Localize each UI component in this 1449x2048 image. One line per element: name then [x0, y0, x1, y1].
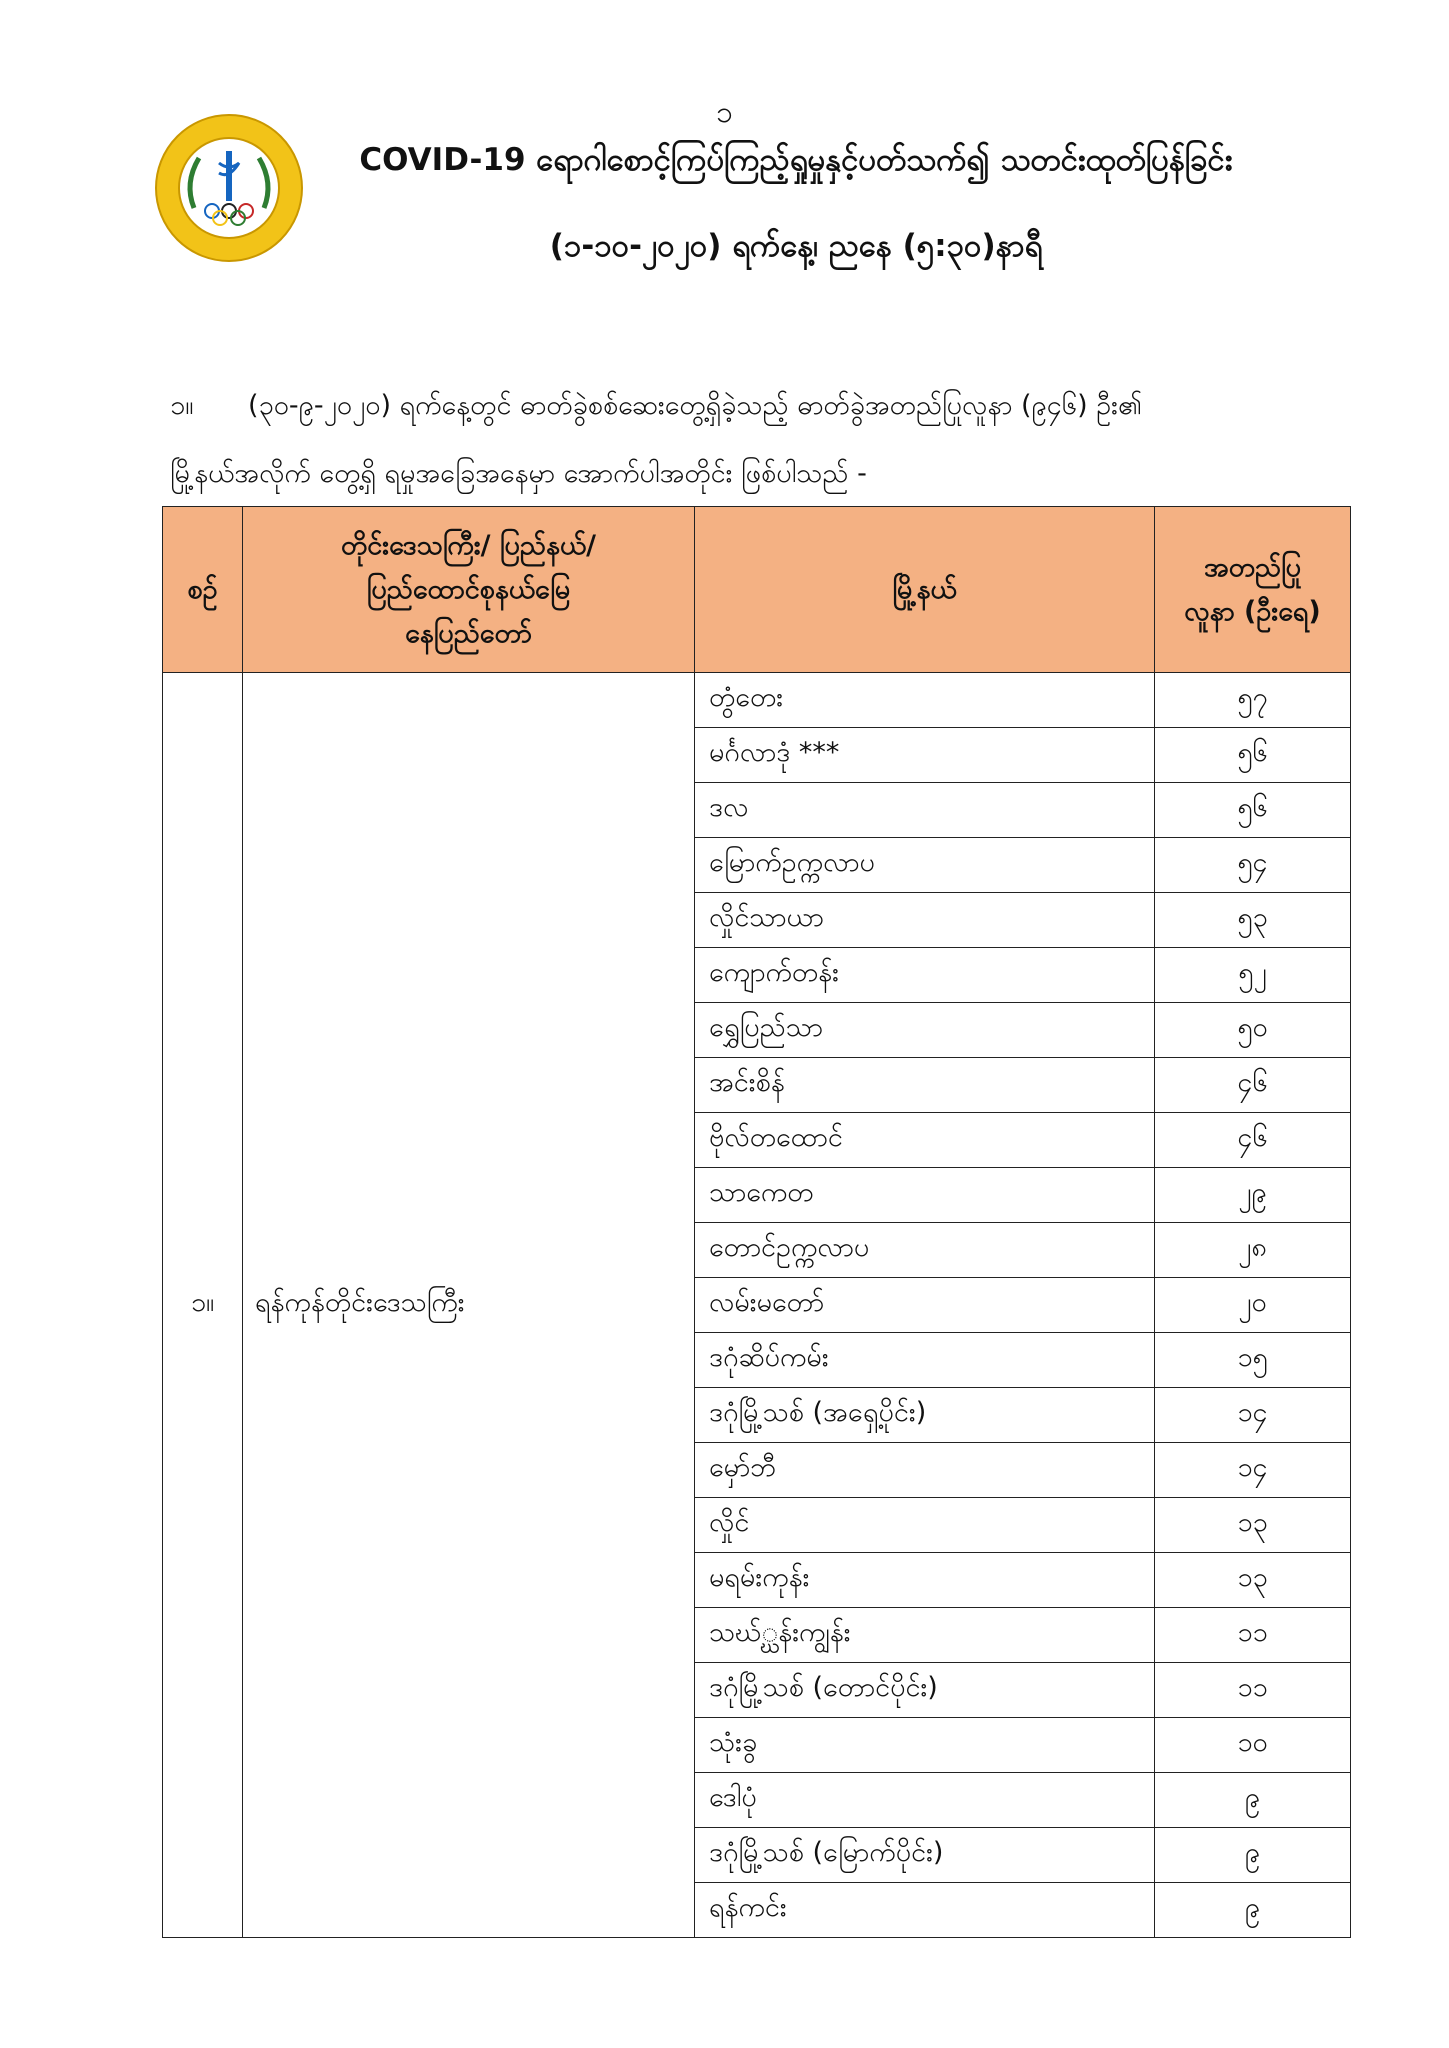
intro-line-2: မြို့နယ်အလိုက် တွေ့ရှိ ရမှုအခြေအနေမှာ အောက်ပါအတိုင်း ဖြစ်ပါသည် -: [170, 458, 867, 489]
count-cell: ၁၄: [1155, 1388, 1351, 1443]
count-cell: ၄၆: [1155, 1113, 1351, 1168]
township-cell: ဗိုလ်တထောင်: [695, 1113, 1155, 1168]
township-cell: လမ်းမတော်: [695, 1278, 1155, 1333]
header-region-line-3: နေပြည်တော်: [405, 617, 532, 649]
row-group-region: ရန်ကုန်တိုင်းဒေသကြီး: [243, 673, 695, 1938]
intro-paragraph: [170, 372, 1375, 508]
count-cell: ၁၁: [1155, 1608, 1351, 1663]
row-group-number: ၁။: [163, 673, 243, 1938]
table-row: [163, 673, 1351, 728]
count-cell: ၄၆: [1155, 1058, 1351, 1113]
township-cell: တွံတေး: [695, 673, 1155, 728]
cases-table: [162, 506, 1351, 1938]
township-cell: ရန်ကင်း: [695, 1883, 1155, 1938]
township-cell: ဒလ: [695, 783, 1155, 838]
count-cell: ၂၈: [1155, 1223, 1351, 1278]
count-cell: ၅၇: [1155, 673, 1351, 728]
ministry-logo: [154, 113, 304, 263]
count-cell: ၁၅: [1155, 1333, 1351, 1388]
count-cell: ၅၆: [1155, 783, 1351, 838]
count-cell: ၁၁: [1155, 1663, 1351, 1718]
intro-number: ၁။: [170, 390, 194, 421]
township-cell: မင်္ဂလာဒုံ ***: [695, 728, 1155, 783]
count-cell: ၁၀: [1155, 1718, 1351, 1773]
header-region-line-2: ပြည်ထောင်စုနယ်မြေ: [366, 573, 571, 605]
count-cell: ၅၃: [1155, 893, 1351, 948]
township-cell: တောင်ဥက္ကလာပ: [695, 1223, 1155, 1278]
count-cell: ၁၃: [1155, 1553, 1351, 1608]
township-cell: မှော်ဘီ: [695, 1443, 1155, 1498]
table-header-row: [163, 507, 1351, 673]
document-title: COVID-19 ရောဂါစောင့်ကြပ်ကြည့်ရှုမှုနှင့်ပတ်သက်၍ သတင်းထုတ်ပြန်ခြင်း: [359, 142, 1233, 178]
page-number: ၁: [716, 95, 733, 130]
township-cell: ဒဂုံဆိပ်ကမ်း: [695, 1333, 1155, 1388]
count-cell: ၉: [1155, 1828, 1351, 1883]
count-cell: ၁၄: [1155, 1443, 1351, 1498]
township-cell: သုံးခွ: [695, 1718, 1155, 1773]
count-cell: ၂၀: [1155, 1278, 1351, 1333]
count-cell: ၅၄: [1155, 838, 1351, 893]
township-cell: ကျောက်တန်း: [695, 948, 1155, 1003]
township-cell: ဒဂုံမြို့သစ် (မြောက်ပိုင်း): [695, 1828, 1155, 1883]
township-cell: ဒဂုံမြို့သစ် (အရှေ့ပိုင်း): [695, 1388, 1155, 1443]
header-township: မြို့နယ်: [695, 507, 1155, 673]
header-count: [1155, 507, 1351, 673]
township-cell: ဒဂုံမြို့သစ် (တောင်ပိုင်း): [695, 1663, 1155, 1718]
count-cell: ၅၆: [1155, 728, 1351, 783]
count-cell: ၅၂: [1155, 948, 1351, 1003]
intro-line-1: (၃၀-၉-၂၀၂၀) ရက်နေ့တွင် ဓာတ်ခွဲစစ်ဆေးတွေ့ရှိခဲ့သည့် ဓာတ်ခွဲအတည်ပြုလူနာ (၉၄၆) ဦး၏: [248, 390, 1143, 421]
township-cell: လှိုင်: [695, 1498, 1155, 1553]
header-no: စဉ်: [163, 507, 243, 673]
header-count-line-2: လူနာ (ဦးရေ): [1184, 595, 1321, 627]
township-cell: အင်းစိန်: [695, 1058, 1155, 1113]
document-subtitle: (၁-၁၀-၂၀၂၀) ရက်နေ့၊ ညနေ (၅:၃၀)နာရီ: [549, 228, 1043, 264]
township-cell: မြောက်ဥက္ကလာပ: [695, 838, 1155, 893]
header-region-line-1: တိုင်းဒေသကြီး/ ပြည်နယ်/: [340, 529, 597, 561]
township-cell: လှိုင်သာယာ: [695, 893, 1155, 948]
township-cell: ရွှေပြည်သာ: [695, 1003, 1155, 1058]
township-cell: ဒေါပုံ: [695, 1773, 1155, 1828]
count-cell: ၉: [1155, 1883, 1351, 1938]
township-cell: သာကေတ: [695, 1168, 1155, 1223]
count-cell: ၂၉: [1155, 1168, 1351, 1223]
count-cell: ၉: [1155, 1773, 1351, 1828]
header-region: [243, 507, 695, 673]
count-cell: ၅၀: [1155, 1003, 1351, 1058]
township-cell: သဃ်္ဃန်းကျွန်း: [695, 1608, 1155, 1663]
township-cell: မရမ်းကုန်း: [695, 1553, 1155, 1608]
count-cell: ၁၃: [1155, 1498, 1351, 1553]
header-count-line-1: အတည်ပြု: [1203, 551, 1302, 583]
